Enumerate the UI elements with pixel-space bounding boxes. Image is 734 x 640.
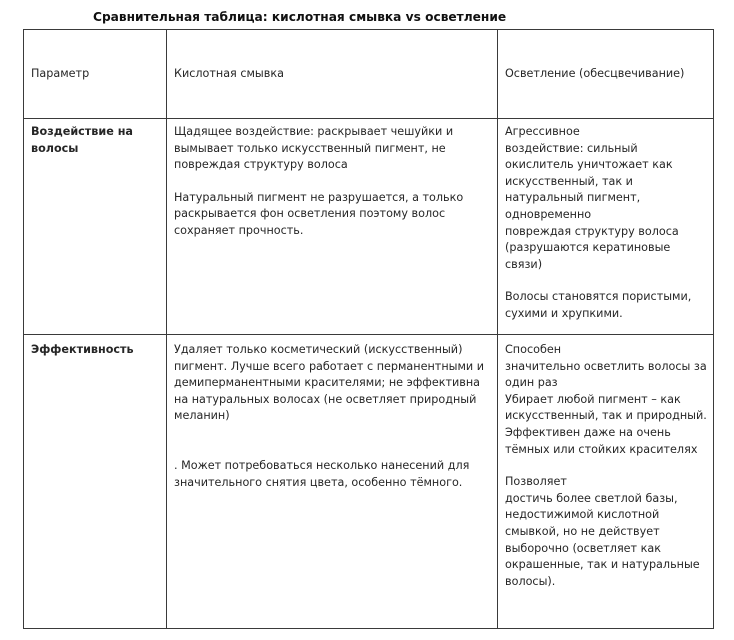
cell-impact-acid [167,119,498,335]
cell-text-group [505,124,707,273]
cell-text: Натуральный пигмент не разрушается, а только раскрывается фон осветления поэтому волос сохраняет прочность. [174,190,464,237]
table-header-row [24,30,714,119]
cell-text-group [505,474,707,590]
header-bleaching: Осветление (обесцвечивание) [498,30,714,119]
cell-impact-bleach [498,119,714,335]
cell-text: воздействие: сильный окислитель уничтожает как искусственный, так и натуральный пигмент, [505,141,673,205]
header-param: Параметр [24,30,167,119]
cell-text: Убирает любой пигмент – как искусственный, так и природный. Эффективен даже на очень тёмных или стойких красителях [505,392,707,456]
cell-text: Агрессивное [505,125,580,138]
cell-text: Позволяет [505,475,567,489]
cell-text: одновременно [505,207,592,221]
param-impact: Воздействие на волосы [24,119,167,335]
cell-text: . Может потребоваться несколько нанесений для значительного снятия цвета, особенно тёмного. [174,458,470,489]
cell-text: значительно осветлить волосы за один раз [505,359,707,390]
cell-efficiency-bleach [498,335,714,629]
cell-text: Волосы становятся пористыми, сухими и хрупкими. [505,290,692,320]
table-row [24,335,714,629]
cell-text: Удаляет только косметический (искусственный) пигмент. Лучше всего работает с перманентными и демиперманентными красителями; не эффективна на натуральных волосах (не осветляет природный меланин) [174,343,484,423]
cell-efficiency-acid [167,335,498,629]
cell-text: Способен [505,343,562,356]
cell-text: Щадящее воздействие: раскрывает чешуйки и вымывает только искусственный пигмент, не повреждая структуру волоса [174,125,454,172]
cell-text: повреждая структуру волоса (разрушаются кератиновые связи) [505,224,679,271]
cell-text-group [505,342,707,458]
table-row [24,119,714,335]
cell-text: достичь более светлой базы, недостижимой кислотной смывкой, но не действует выборочно (осветляет как окрашенные, так и натуральные волосы). [505,491,700,588]
page-title: Сравнительная таблица: кислотная смывка vs осветление [93,10,507,24]
param-efficiency: Эффективность [24,335,167,629]
comparison-table [23,29,714,629]
header-acid-wash: Кислотная смывка [167,30,498,119]
